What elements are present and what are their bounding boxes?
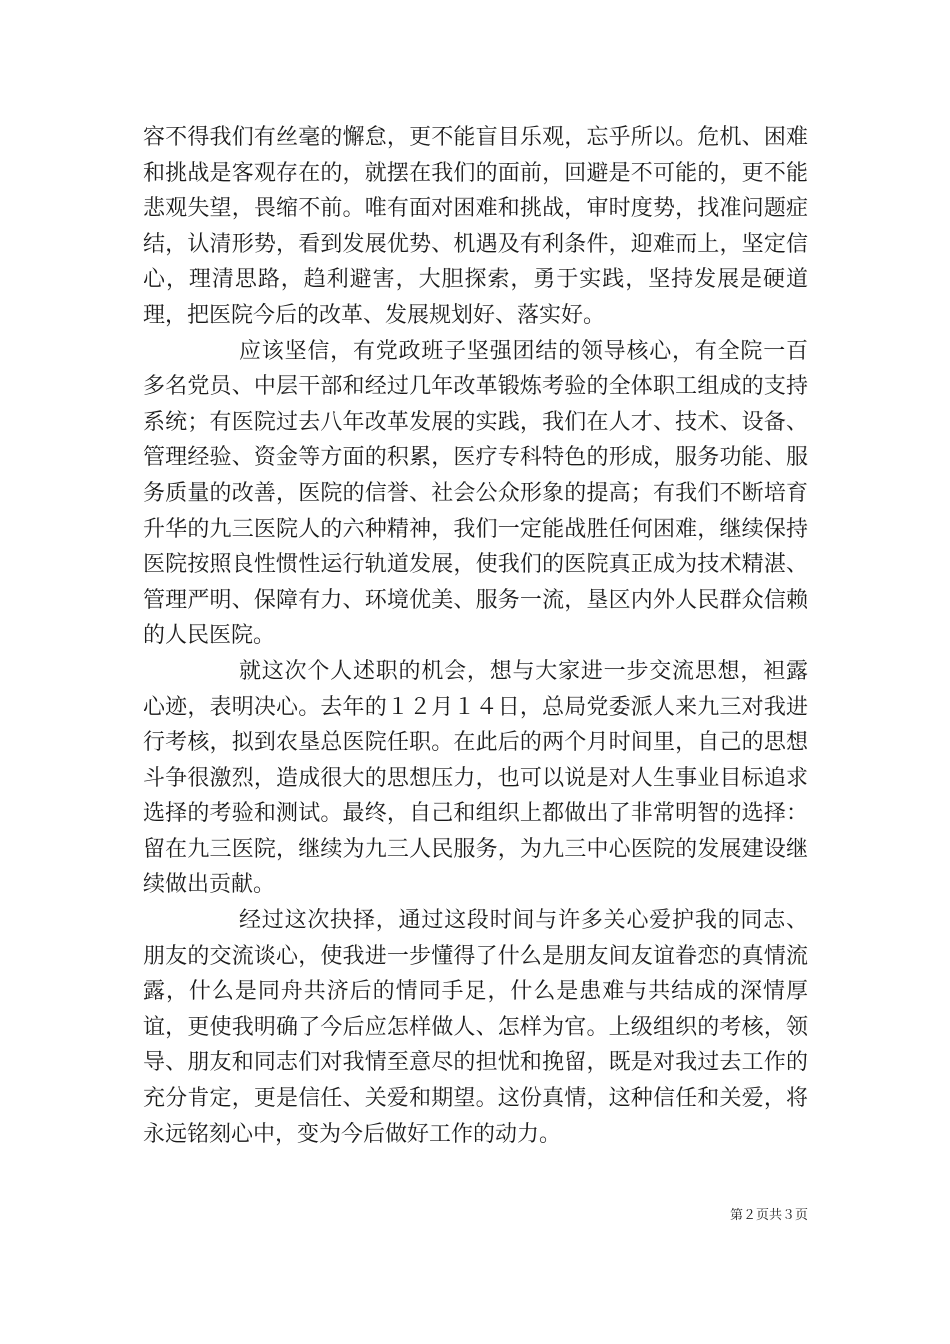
page-footer xyxy=(0,1204,950,1224)
page-number: 第２页共３页 xyxy=(729,1208,808,1223)
paragraph-1: 容不得我们有丝毫的懈怠，更不能盲目乐观，忘乎所以。危机、困难和挑战是客观存在的，就摆在我们的面前，回避是不可能的，更不能悲观失望，畏缩不前。唯有面对困难和挑战，审时度势，找准问题症结，认清形势，看到发展优势、机遇及有利条件，迎难而上，坚定信心，理清思路，趋利避害，大胆探索，勇于实践，坚持发展是硬道理，把医院今后的改革、发展规划好、落实好。 xyxy=(143,125,808,328)
paragraph-3: 就这次个人述职的机会，想与大家进一步交流思想，袒露心迹，表明决心。去年的１２月１４日，总局党委派人来九三对我进行考核，拟到农垦总医院任职。在此后的两个月时间里，自己的思想斗争很激烈，造成很大的思想压力，也可以说是对人生事业目标追求选择的考验和测试。最终，自己和组织上都做出了非常明智的选择：留在九三医院，继续为九三人民服务，为九三中心医院的发展建设继续做出贡献。 xyxy=(143,658,808,898)
paragraph-2: 应该坚信，有党政班子坚强团结的领导核心，有全院一百多名党员、中层干部和经过几年改革锻炼考验的全体职工组成的支持系统；有医院过去八年改革发展的实践，我们在人才、技术、设备、管理经验、资金等方面的积累，医疗专科特色的形成，服务功能、服务质量的改善，医院的信誉、社会公众形象的提高；有我们不断培育升华的九三医院人的六种精神，我们一定能战胜任何困难，继续保持医院按照良性惯性运行轨道发展，使我们的医院真正成为技术精湛、管理严明、保障有力、环境优美、服务一流，垦区内外人民群众信赖的人民医院。 xyxy=(143,338,808,649)
paragraph-4: 经过这次抉择，通过这段时间与许多关心爱护我的同志、朋友的交流谈心，使我进一步懂得了什么是朋友间友谊眷恋的真情流露，什么是同舟共济后的情同手足，什么是患难与共结成的深情厚谊，更使我明确了今后应怎样做人、怎样为官。上级组织的考核，领导、朋友和同志们对我情至意尽的担忧和挽留，既是对我过去工作的充分肯定，更是信任、关爱和期望。这份真情，这种信任和关爱，将永远铭刻心中，变为今后做好工作的动力。 xyxy=(143,908,808,1147)
document-body xyxy=(143,120,808,1152)
